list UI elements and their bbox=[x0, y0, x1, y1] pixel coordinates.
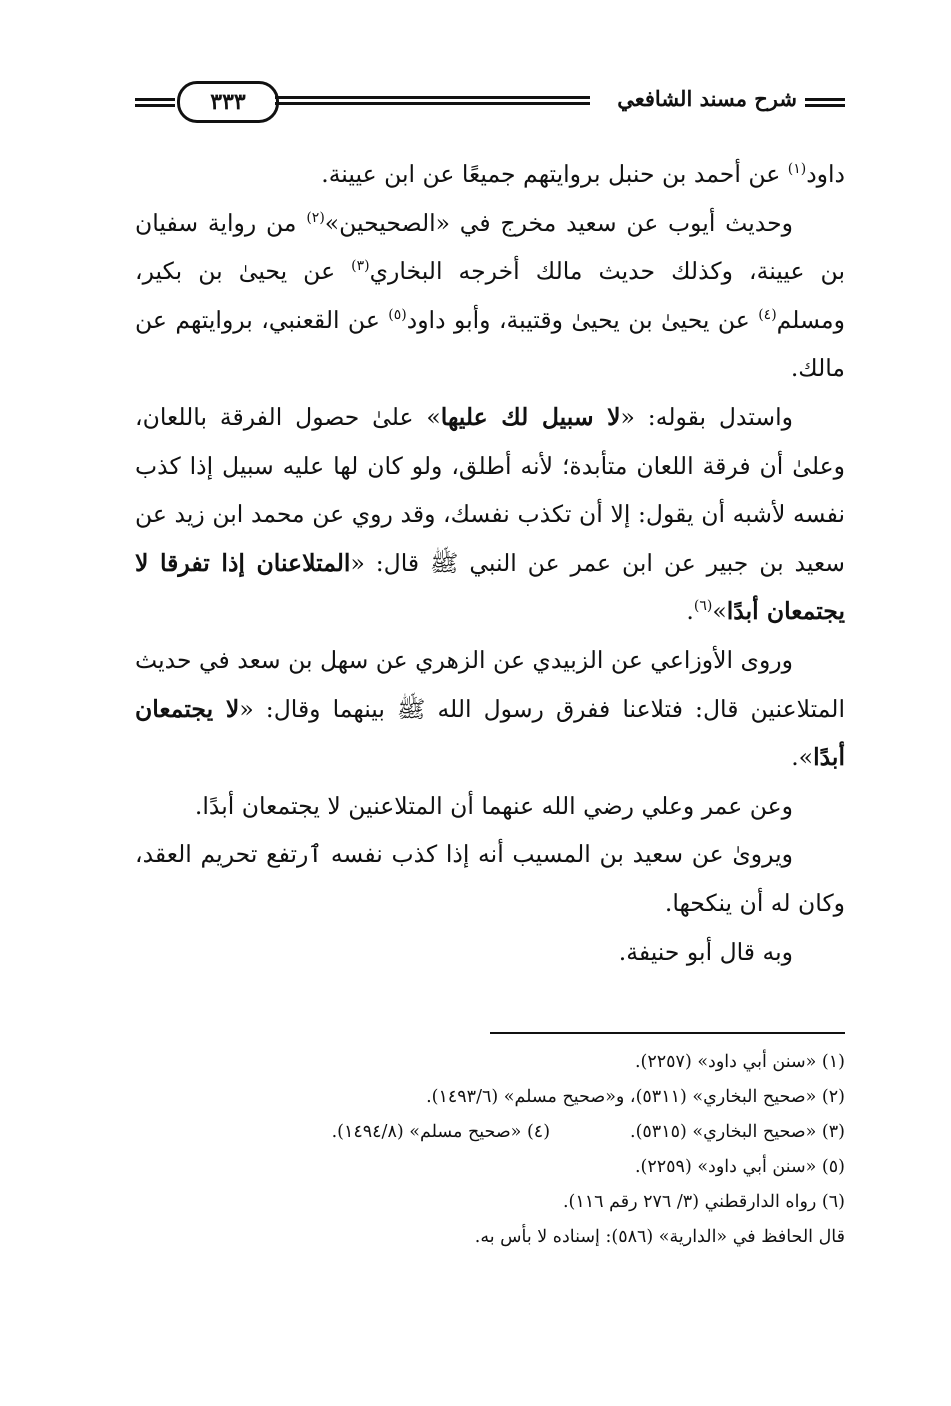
footnote-ref-4[interactable]: (٤) bbox=[758, 306, 777, 323]
hadith-quote-1: لا سبيل لك عليها bbox=[440, 402, 621, 431]
paragraph-5: وعن عمر وعلي رضي الله عنهما أن المتلاعنين لا يجتمعان أبدًا. bbox=[194, 791, 793, 820]
paragraph-7: وبه قال أبو حنيفة. bbox=[618, 937, 793, 966]
hadith-quote-2: المتلاعنان إذا تفرقا لا يجتمعان أبدًا bbox=[135, 548, 845, 626]
header-ornament-right bbox=[805, 98, 845, 107]
page-number: ٣٣٣ bbox=[177, 81, 279, 123]
footnote-separator bbox=[490, 1032, 845, 1034]
paragraph-6: ويروىٰ عن سعيد بن المسيب أنه إذا كذب نفسه ٱرتفع تحريم العقد، وكان له أن ينكحها. bbox=[135, 840, 845, 917]
footnote-ref-6[interactable]: (٦) bbox=[693, 598, 713, 615]
paragraph-2: وحديث أيوب عن سعيد مخرج في «الصحيحين»$^{(٢)}$ من رواية سفيان بن عيينة، وكذلك حديث مالك أخرجه البخاري$^{(٣)}$ عن يحيىٰ بن بكير، ومسلم$^{(٤)}$ عن يحيىٰ بن يحيىٰ وقتيبة، وأبو داود$^{(٥)}$ عن القعنبي، بروايتهم عن مالك. bbox=[135, 208, 845, 383]
footnote-5: (٥) «سنن أبي داود» (٢٢٥٩). bbox=[634, 1157, 845, 1177]
footnote-ref-1[interactable]: (١) bbox=[787, 161, 807, 177]
running-header bbox=[135, 80, 845, 130]
header-ornament-left bbox=[135, 98, 175, 107]
paragraph-3: واستدل بقوله: «لا سبيل لك عليها» علىٰ حصول الفرقة باللعان، وعلىٰ أن فرقة اللعان متأبدة؛ لأنه أطلق، ولو كان لها عليه سبيل إذا كذب نفسه لأشبه أن يقول: إلا أن تكذب نفسك، وقد روي عن محمد ابن زيد عن سعيد بن جبير عن ابن عمر عن النبي ﷺ قال: «المتلاعنان إذا تفرقا لا يجتمعان أبدًا»$^{(٦)}$. bbox=[135, 402, 845, 626]
header-rule bbox=[275, 96, 590, 105]
hadith-quote-3: لا يجتمعان أبدًا bbox=[135, 694, 845, 772]
footnote-ref-3[interactable]: (٣) bbox=[351, 258, 370, 275]
footnote-1: (١) «سنن أبي داود» (٢٢٥٧). bbox=[634, 1052, 845, 1072]
book-title: شرح مسند الشافعي bbox=[617, 86, 797, 111]
footnote-ref-5[interactable]: (٥) bbox=[388, 306, 407, 323]
paragraph-1: داود$^{(١)}$ عن أحمد بن حنبل بروايتهم جميعًا عن ابن عيينة. bbox=[321, 160, 845, 188]
footnote-6-note: قال الحافظ في «الدارية» (٥٨٦): إسناده لا بأس به. bbox=[474, 1227, 845, 1247]
footnote-6: (٦) رواه الدارقطني (٣/ ٢٧٦ رقم ١١٦). bbox=[562, 1192, 845, 1212]
footnote-ref-2[interactable]: (٢) bbox=[306, 209, 325, 226]
footnotes bbox=[135, 1045, 845, 1255]
footnote-3: (٣) «صحيح البخاري» (٥٣١٥). bbox=[630, 1122, 845, 1142]
footnote-2: (٢) «صحيح البخاري» (٥٣١١)، و«صحيح مسلم» (١٤٩٣/٦). bbox=[426, 1087, 845, 1107]
footnote-4: (٤) «صحيح مسلم» (١٤٩٤/٨). bbox=[331, 1122, 551, 1142]
main-text bbox=[135, 150, 845, 976]
paragraph-4: وروى الأوزاعي عن الزبيدي عن الزهري عن سهل بن سعد في حديث المتلاعنين قال: فتلاعنا ففرق رسول الله ﷺ بينهما وقال: «لا يجتمعان أبدًا». bbox=[135, 645, 845, 772]
footnote-row-3-4 bbox=[135, 1115, 845, 1150]
